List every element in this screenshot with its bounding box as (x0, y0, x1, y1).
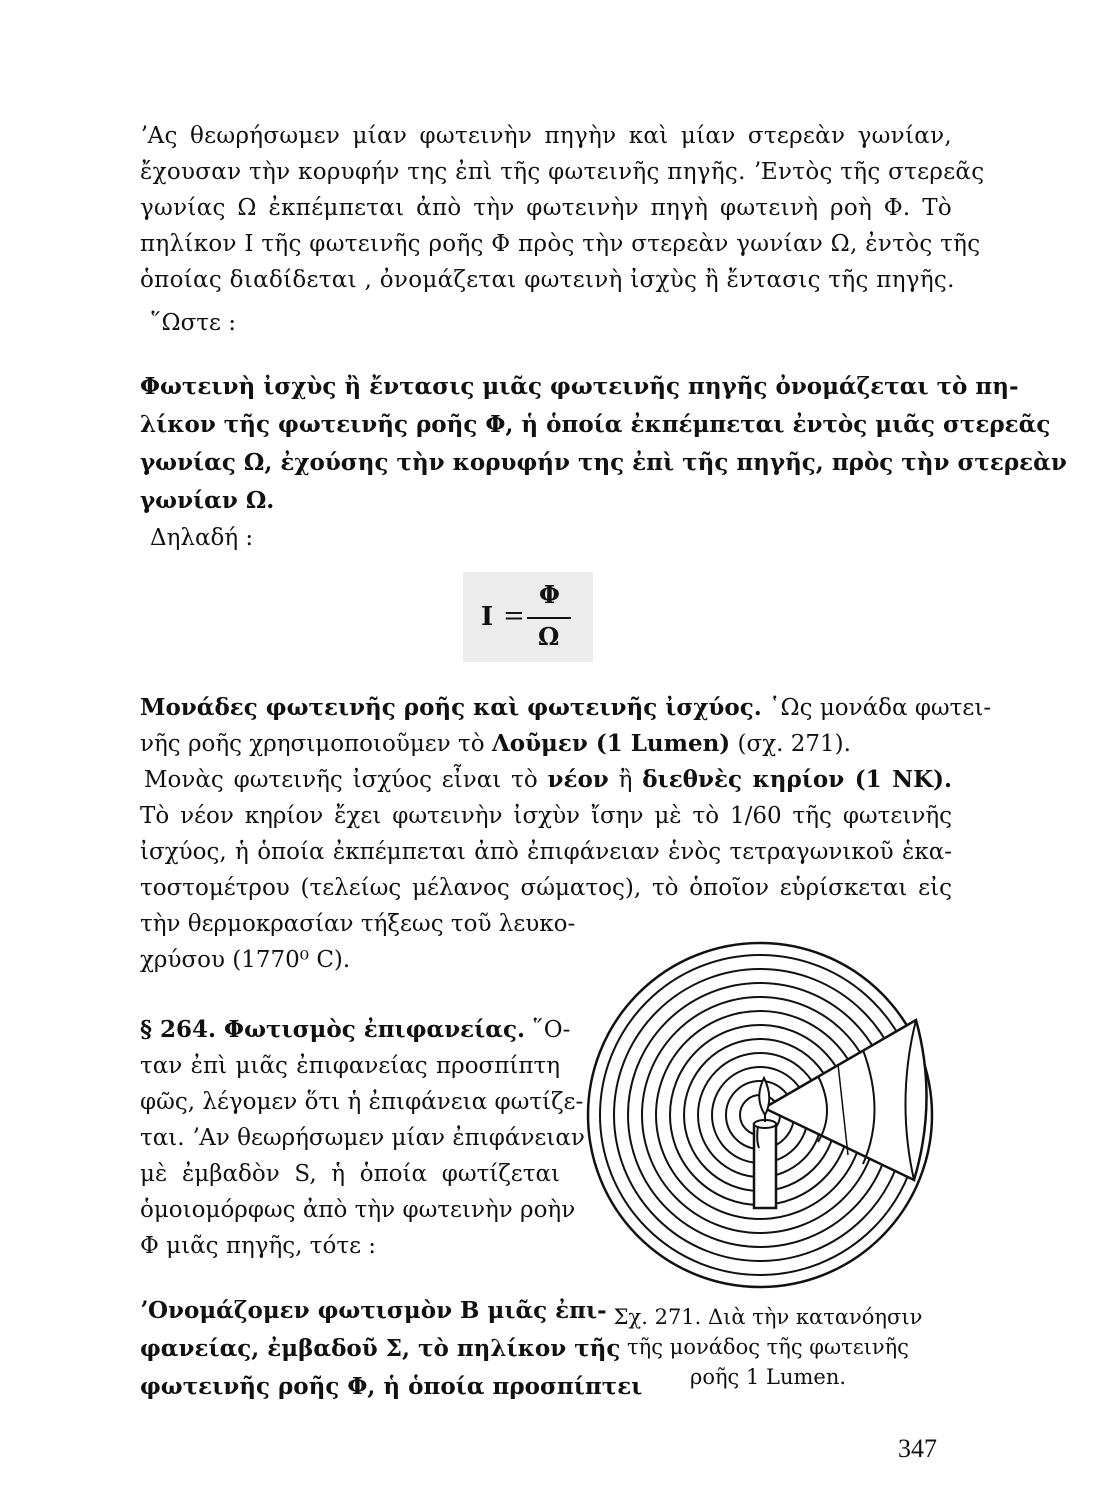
illuminance-definition (140, 1292, 643, 1406)
units-line: τοστομέτρου (τελείως μέλανος σώματος), τὸ ὁποῖον εὑρίσκεται εἰς (140, 875, 952, 901)
intro-line: ὁποίας διαδίδεται , ὀνομάζεται φωτεινὴ ἰσχὺς ἢ ἔντασις τῆς πηγῆς. (140, 267, 955, 293)
intro-line: γωνίας Ω ἐκπέμπεται ἀπὸ τὴν φωτεινὴν πηγὴ φωτεινὴ ροὴ Φ. Τὸ (140, 195, 952, 221)
intro-line: πηλίκον I τῆς φωτεινῆς ροῆς Φ πρὸς τὴν στερεὰν γωνίαν Ω, ἐντὸς τῆς (140, 231, 981, 257)
units-line: ἰσχύος, ἡ ὁποία ἐκπέμπεται ἀπὸ ἐπιφάνειαν ἑνὸς τετραγωνικοῦ ἑκα- (140, 839, 952, 865)
definition-line: φανείας, ἐμβαδοῦ Σ, τὸ πηλίκον τῆς (140, 1335, 621, 1362)
formula-equals: = (503, 601, 525, 631)
caption-line: ροῆς 1 Lumen. (689, 1365, 847, 1389)
units-heading: Μονάδες φωτεινῆς ροῆς καὶ φωτεινῆς ἰσχύος. (140, 694, 762, 721)
definition-paragraph (140, 368, 1067, 520)
units-text: Μονὰς φωτεινῆς ἰσχύος εἶναι τὸ (144, 767, 548, 793)
section-line: μὲ ἐμβαδὸν S, ἡ ὁποία φωτίζεται (140, 1161, 560, 1187)
units-line: Τὸ νέον κηρίον ἔχει φωτεινὴν ἰσχὺν ἴσην μὲ τὸ 1/60 τῆς φωτεινῆς (140, 803, 952, 829)
section-line: ὁμοιομόρφως ἀπὸ τὴν φωτεινὴν ροὴν (140, 1197, 576, 1223)
definition-line: φωτεινῆς ροῆς Φ, ἡ ὁποία προσπίπτει (140, 1373, 643, 1400)
formula (463, 572, 593, 662)
section-line: Φ μιᾶς πηγῆς, τότε : (140, 1233, 377, 1259)
units-line (140, 726, 952, 762)
definition-line: λίκον τῆς φωτεινῆς ροῆς Φ, ἡ ὁποία ἐκπέμπεται ἐντὸς μιᾶς στερεᾶς (140, 411, 1051, 438)
intro-line: ʼΑς θεωρήσωμεν μίαν φωτεινὴν πηγὴν καὶ μίαν στερεὰν γωνίαν, (140, 123, 952, 149)
definition-line: ʼΟνομάζομεν φωτισμὸν B μιᾶς ἐπι- (140, 1297, 607, 1324)
definition-line: γωνίαν Ω. (140, 487, 275, 514)
units-line: χρύσου (1770⁰ C). (140, 947, 351, 973)
section-line: ται. ʼΑν θεωρήσωμεν μίαν ἐπιφάνειαν (140, 1125, 585, 1151)
figure-caption (598, 1302, 938, 1392)
candle-term: διεθνὲς κηρίον (1 NK). (642, 766, 953, 793)
intro-line: ἔχουσαν τὴν κορυφήν της ἐπὶ τῆς φωτεινῆς πηγῆς. ʼΕντὸς τῆς στερεᾶς (140, 159, 985, 185)
neon-term: νέον (547, 766, 609, 793)
formula-lhs: I (481, 602, 494, 632)
units-text: ἢ (608, 767, 643, 793)
units-line: τὴν θερμοκρασίαν τήξεως τοῦ λευκο- (140, 911, 576, 937)
figure-271-illustration (578, 940, 950, 1290)
caption-line: Σχ. 271. Διὰ τὴν κατανόησιν (613, 1305, 923, 1329)
definition-line: γωνίας Ω, ἐχούσης τὴν κορυφήν της ἐπὶ τῆς πηγῆς, πρὸς τὴν στερεὰν (140, 449, 1067, 476)
formula-fraction-bar (527, 617, 571, 619)
intro-paragraph (140, 118, 985, 298)
hoste-label: ῞Ωστε : (150, 310, 236, 336)
units-text: ῾Ως μονάδα φωτει- (761, 695, 992, 721)
units-text: νῆς ροῆς χρησιμοποιοῦμεν τὸ (140, 731, 492, 757)
units-paragraph (140, 690, 992, 978)
section-264 (140, 1012, 585, 1264)
deladi-label: Δηλαδή : (150, 525, 254, 551)
section-line: ταν ἐπὶ μιᾶς ἐπιφανείας προσπίπτη (140, 1053, 560, 1079)
units-line (140, 690, 992, 726)
page-number: 347 (898, 1434, 937, 1463)
section-line: φῶς, λέγομεν ὅτι ἡ ἐπιφάνεια φωτίζε- (140, 1089, 584, 1115)
lumen-term: Λοῦμεν (1 Lumen) (491, 730, 731, 757)
units-text: (σχ. 271). (730, 731, 851, 757)
formula-numerator: Φ (539, 580, 560, 609)
section-text: ῞Ο- (524, 1017, 571, 1043)
formula-denominator: Ω (538, 622, 560, 651)
units-line (140, 762, 952, 798)
section-heading: § 264. Φωτισμὸς ἐπιφανείας. (140, 1016, 525, 1043)
caption-line: τῆς μονάδος τῆς φωτεινῆς (627, 1335, 909, 1359)
definition-line: Φωτεινὴ ἰσχὺς ἢ ἔντασις μιᾶς φωτεινῆς πηγῆς ὀνομάζεται τὸ πη- (140, 373, 1019, 400)
section-heading-line (140, 1012, 571, 1048)
